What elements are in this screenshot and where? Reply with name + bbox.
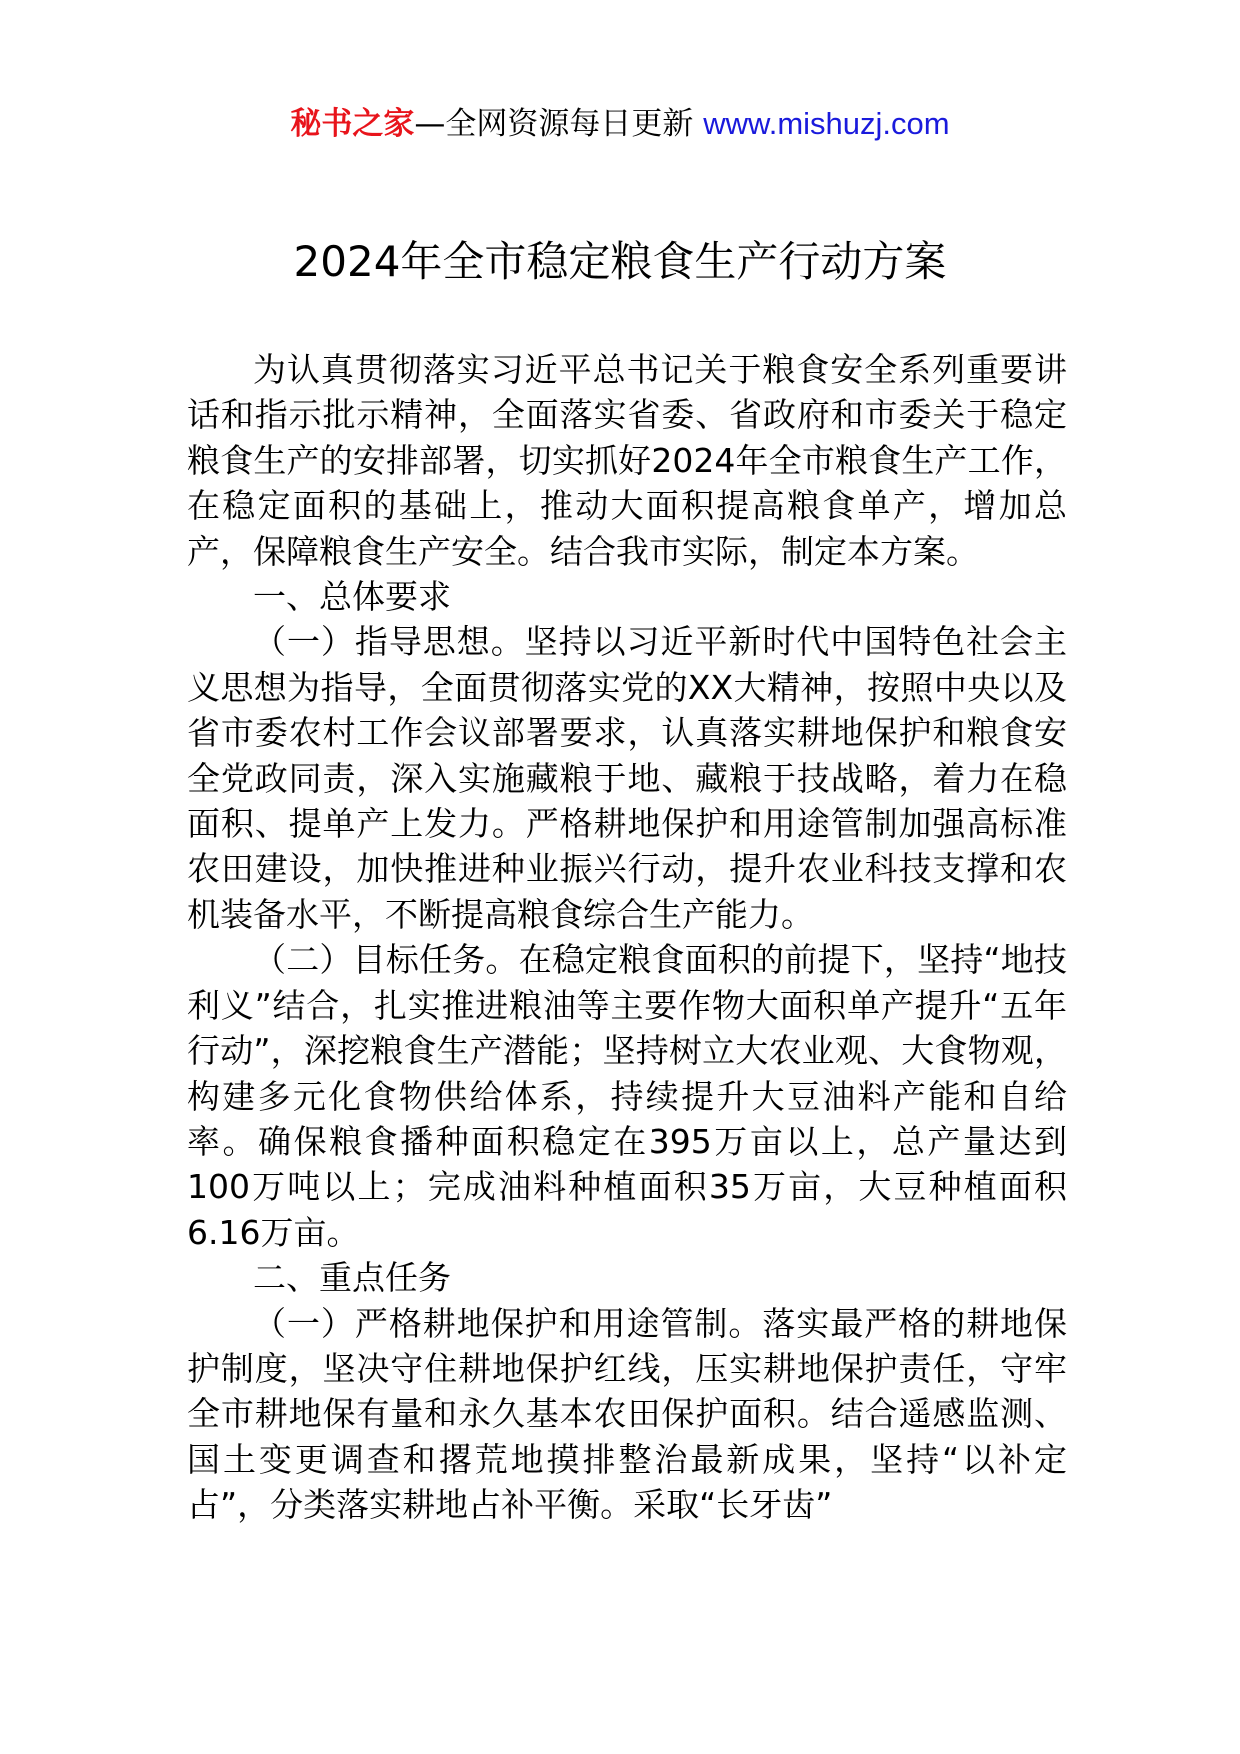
site-banner	[0, 98, 1240, 150]
body-paragraph: （二）目标任务。在稳定粮食面积的前提下，坚持“地技利义”结合，扎实推进粮油等主要作物大面积单产提升“五年行动”，深挖粮食生产潜能；坚持树立大农业观、大食物观，构建多元化食物供给体系，持续提升大豆油料产能和自给率。确保粮食播种面积稳定在395万亩以上，总产量达到100万吨以上；完成油料种植面积35万亩，大豆种植面积6.16万亩。	[187, 940, 1067, 1252]
site-url[interactable]: www.mishuzj.com	[703, 106, 950, 141]
document-title: 2024年全市稳定粮食生产行动方案	[293, 237, 947, 286]
section-heading: 一、总体要求	[253, 577, 451, 617]
intro-paragraph: 为认真贯彻落实习近平总书记关于粮食安全系列重要讲话和指示批示精神，全面落实省委、省政府和市委关于稳定粮食生产的安排部署，切实抓好2024年全市粮食生产工作，在稳定面积的基础上，推动大面积提高粮食单产，增加总产，保障粮食生产安全。结合我市实际，制定本方案。	[187, 350, 1067, 571]
section-heading: 二、重点任务	[253, 1258, 451, 1298]
body-paragraph: （一）指导思想。坚持以习近平新时代中国特色社会主义思想为指导，全面贯彻落实党的XX大精神，按照中央以及省市委农村工作会议部署要求，认真落实耕地保护和粮食安全党政同责，深入实施藏粮于地、藏粮于技战略，着力在稳面积、提单产上发力。严格耕地保护和用途管制加强高标准农田建设，加快推进种业振兴行动，提升农业科技支撑和农机装备水平，不断提高粮食综合生产能力。	[187, 622, 1067, 934]
site-slogan: —全网资源每日更新	[414, 106, 694, 142]
document-body	[187, 347, 1067, 1528]
site-name: 秘书之家	[290, 106, 415, 142]
body-paragraph: （一）严格耕地保护和用途管制。落实最严格的耕地保护制度，坚决守住耕地保护红线，压实耕地保护责任，守牢全市耕地保有量和永久基本农田保护面积。结合遥感监测、国土变更调查和撂荒地摸排整治最新成果，坚持“以补定占”，分类落实耕地占补平衡。采取“长牙齿”	[187, 1303, 1067, 1525]
